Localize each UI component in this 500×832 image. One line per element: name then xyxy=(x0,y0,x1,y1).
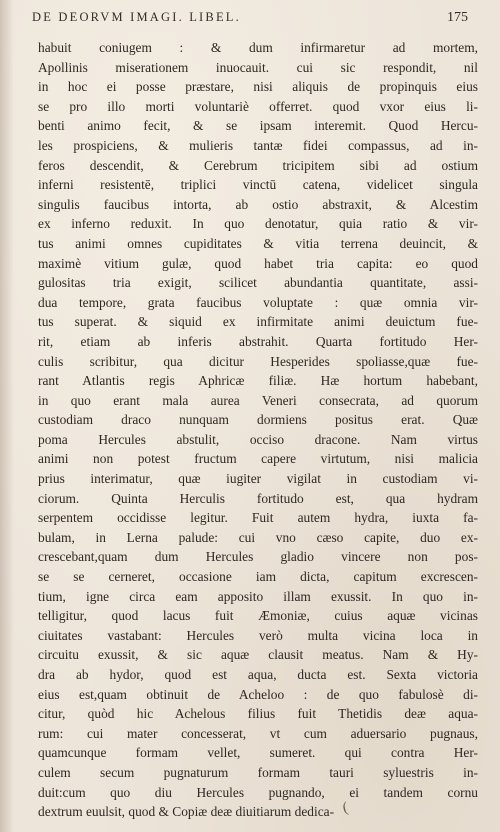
text-line: custodiam draco nunquam dormiens positus erat. Quæ xyxy=(38,412,478,428)
text-line: maximè vitium gulæ, quod habet tria capita: eo quod xyxy=(38,255,478,271)
text-line: telligitur, quod lacus fuit Æmoniæ, cuius aquæ vicinas xyxy=(38,608,478,624)
text-line: les prospiciens, & mulieris tantæ fidei compassus, ad in- xyxy=(38,137,478,153)
text-line: quamcunque formam vellet, sumeret. qui contra Her- xyxy=(38,745,478,761)
text-line: culem secum pugnaturum formam tauri syluestris in- xyxy=(38,764,478,780)
text-line: rum: cui mater concesserat, vt cum aduersario pugnaus, xyxy=(38,725,478,741)
margin-mark: ( xyxy=(341,799,350,817)
text-line: se pro illo morti voluntariè offerret. quod vxor eius li- xyxy=(38,98,478,114)
text-line: benti animo fecit, & se ipsam interemit. Quod Hercu- xyxy=(38,118,478,134)
text-line: serpentem occidisse legitur. Fuit autem hydra, iuxta fa- xyxy=(38,510,478,526)
text-line: culis scribitur, qua dicitur Hesperides spoliasse,quæ fue- xyxy=(38,353,478,369)
text-line: ex inferno reduxit. In quo denotatur, quia ratio & vir- xyxy=(38,216,478,232)
text-line: tus animi omnes cupiditates & vitia terrena deuincit, & xyxy=(38,235,478,251)
page-number: 175 xyxy=(447,10,468,25)
page-header xyxy=(26,10,468,32)
text-line: rit, etiam ab inferis abstrahit. Quarta fortitudo Her- xyxy=(38,333,478,349)
text-line: prius interimatur, quæ iugiter vigilat in custodiam vi- xyxy=(38,471,478,487)
text-line: dua tempore, grata faucibus voluptate : quæ omnia vir- xyxy=(38,294,478,310)
text-line: rant Atlantis regis Aphricæ filiæ. Hæ hortum habebant, xyxy=(38,373,478,389)
text-line: poma Hercules abstulit, occiso dracone. Nam virtus xyxy=(38,431,478,447)
text-line: eius est,quam obtinuit de Acheloo : de quo fabulosè di- xyxy=(38,686,478,702)
body-text xyxy=(38,38,478,822)
text-line: tium, igne circa eam apposito illam exussit. In quo in- xyxy=(38,588,478,604)
text-line: inferni resistentē, triplici vinctū catena, videlicet singula xyxy=(38,177,478,193)
text-line: ciorum. Quinta Herculis fortitudo est, qua hydram xyxy=(38,490,478,506)
text-line: circuitu exussit, & sic aquæ clausit meatus. Nam & Hy- xyxy=(38,647,478,663)
text-line: se se cerneret, occasione iam dicta, capitum excrescen- xyxy=(38,569,478,585)
text-line: tus superat. & siquid ex infirmitate animi deuictum fue- xyxy=(38,314,478,330)
text-line: singulis faucibus intorta, ab ostio abstraxit, & Alcestim xyxy=(38,196,478,212)
running-head: DE DEORVM IMAGI. LIBEL. xyxy=(32,10,241,24)
text-line: bulam, in Lerna palude: cui vno cæso capite, duo ex- xyxy=(38,529,478,545)
text-line: gulositas tria exigit, scilicet abundantia quantitate, assi- xyxy=(38,275,478,291)
text-line: Apollinis miserationem inuocauit. cui sic respondit, nil xyxy=(38,59,478,75)
text-line: ciuitates vastabant: Hercules verò multa vicina loca in xyxy=(38,627,478,643)
text-line: duit:cum quo diu Hercules pugnando, ei tandem cornu xyxy=(38,784,478,800)
gutter-shadow xyxy=(0,0,14,832)
text-line: dextrum euulsit, quod & Copiæ deæ diuitiarum dedica- xyxy=(38,804,335,820)
text-line: habuit coniugem : & dum infirmaretur ad mortem, xyxy=(38,40,478,55)
text-line: citur, quòd hic Achelous filius fuit Thetidis deæ aqua- xyxy=(38,706,478,722)
text-line: in quo erant mala aurea Veneri consecrata, ad quorum xyxy=(38,392,478,408)
text-line: in hoc ei posse præstare, nisi aliquis de propinquis eius xyxy=(38,79,478,95)
text-line: crescebant,quam dum Hercules gladio vincere non pos- xyxy=(38,549,478,565)
text-line: feros descendit, & Cerebrum tricipitem sibi ad ostium xyxy=(38,157,478,173)
text-line: dra ab hydor, quod est aqua, ducta est. Sexta victoria xyxy=(38,667,478,682)
text-line: animi non potest fructum capere virtutum, nisi malicia xyxy=(38,451,478,467)
